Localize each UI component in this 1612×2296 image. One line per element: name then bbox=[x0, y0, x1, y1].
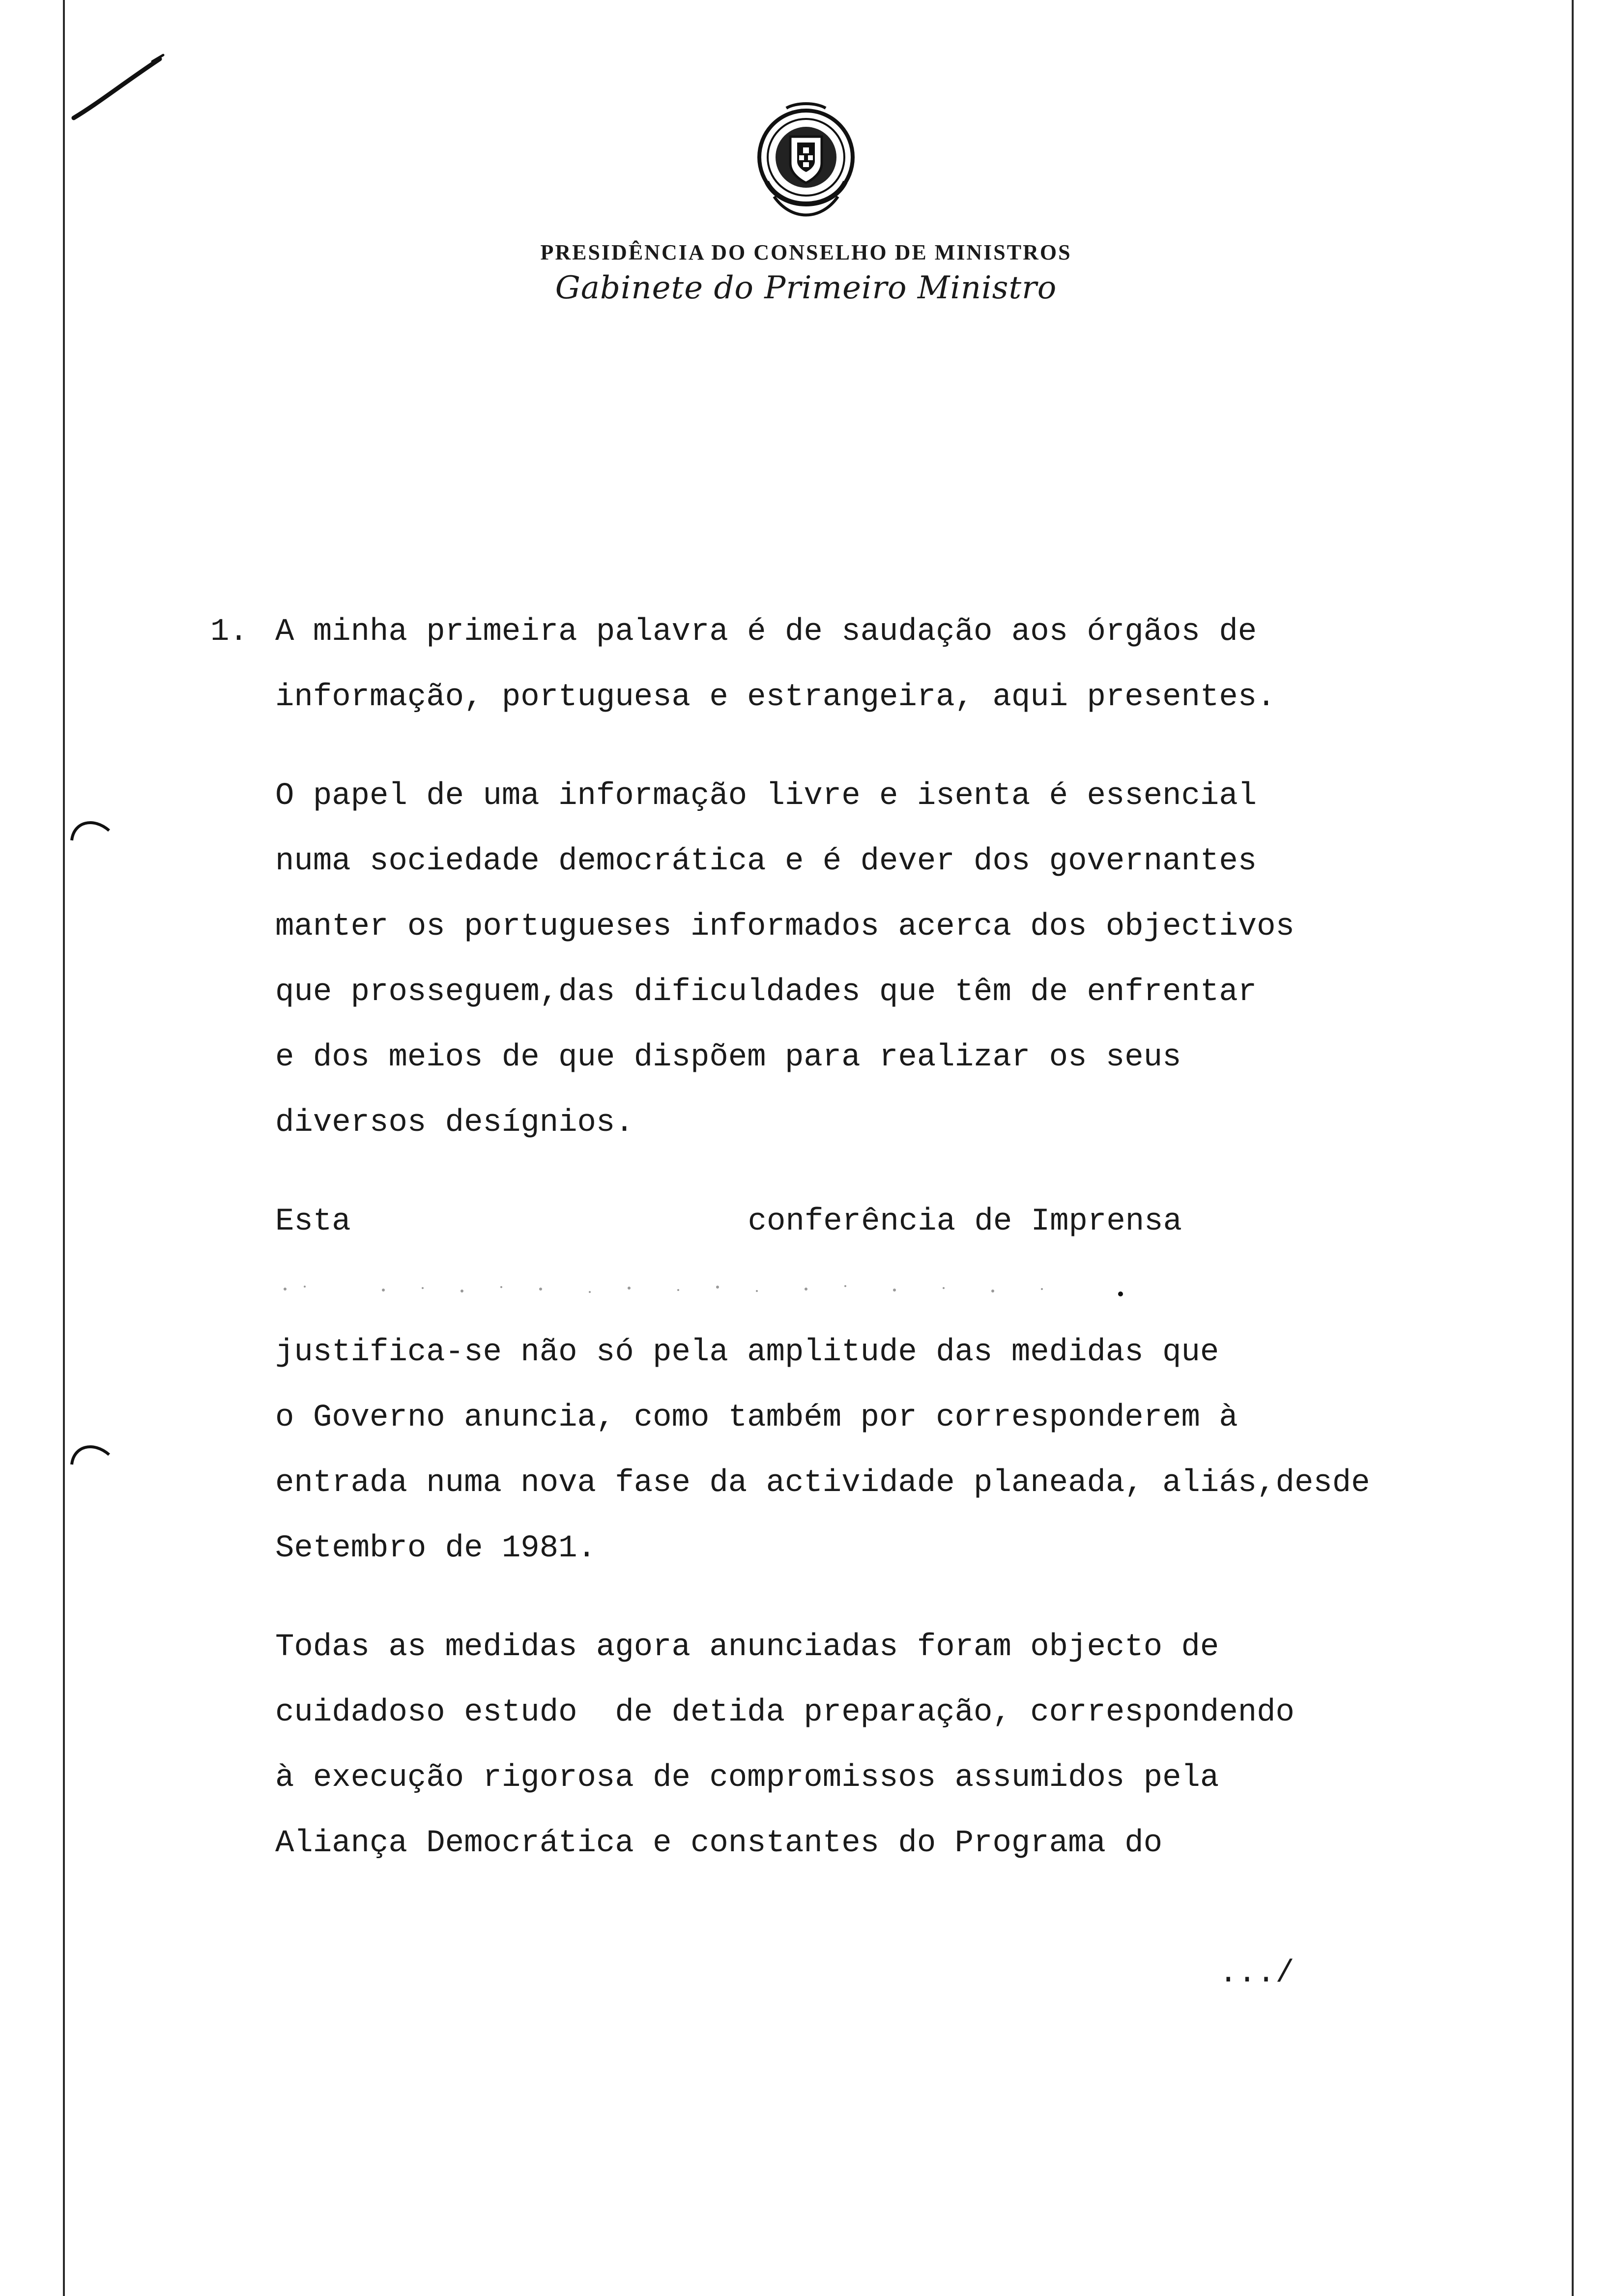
text-line: à execução rigorosa de compromissos assumidos pela bbox=[275, 1760, 1219, 1796]
text-line: Aliança Democrática e constantes do Programa do bbox=[275, 1826, 1163, 1861]
text-line bbox=[275, 1189, 1504, 1255]
text-line: diversos desígnios. bbox=[275, 1105, 634, 1141]
text-line: que prosseguem,das dificuldades que têm de enfrentar bbox=[275, 975, 1257, 1010]
text-line: A minha primeira palavra é de saudação aos órgãos de bbox=[275, 614, 1257, 650]
text-line: entrada numa nova fase da actividade planeada, aliás,desde bbox=[275, 1465, 1370, 1501]
paragraph bbox=[275, 764, 1504, 1156]
text-line: numa sociedade democrática e é dever dos governantes bbox=[275, 844, 1257, 879]
portuguese-coat-of-arms-icon bbox=[752, 98, 860, 226]
left-margin-line bbox=[63, 0, 65, 2296]
text-line: o Governo anuncia, como também por corresponderem à bbox=[275, 1400, 1238, 1435]
text-fragment: conferência de Imprensa bbox=[748, 1204, 1182, 1239]
text-line: informação, portuguesa e estrangeira, aqui presentes. bbox=[275, 680, 1276, 715]
document-body bbox=[210, 600, 1504, 1910]
text-line: cuidadoso estudo de detida preparação, correspondendo bbox=[275, 1695, 1295, 1730]
ministry-name: PRESIDÊNCIA DO CONSELHO DE MINISTROS bbox=[540, 240, 1072, 264]
text-fragment: Esta bbox=[275, 1204, 351, 1239]
paragraph bbox=[275, 1615, 1504, 1876]
continuation-mark: .../ bbox=[1219, 1956, 1295, 1991]
right-margin-line bbox=[1572, 0, 1574, 2296]
text-line: Setembro de 1981. bbox=[275, 1531, 596, 1566]
cabinet-signature-line: Gabinete do Primeiro Ministro bbox=[555, 270, 1057, 306]
erased-text-line bbox=[275, 1255, 1504, 1320]
erased-text-speckle bbox=[275, 1274, 1130, 1304]
letterhead bbox=[0, 98, 1612, 306]
punch-hole-mark bbox=[69, 811, 113, 845]
text-line: O papel de uma informação livre e isenta é essencial bbox=[275, 778, 1257, 814]
text-line: justifica-se não só pela amplitude das medidas que bbox=[275, 1335, 1219, 1370]
text-line: e dos meios de que dispõem para realizar os seus bbox=[275, 1040, 1181, 1075]
paragraph bbox=[210, 600, 1504, 730]
text-line: manter os portugueses informados acerca dos objectivos bbox=[275, 909, 1295, 945]
item-number: 1. bbox=[210, 614, 248, 650]
punch-hole-mark bbox=[69, 1435, 113, 1469]
text-line: Todas as medidas agora anunciadas foram objecto de bbox=[275, 1630, 1219, 1665]
paragraph bbox=[275, 1189, 1504, 1581]
